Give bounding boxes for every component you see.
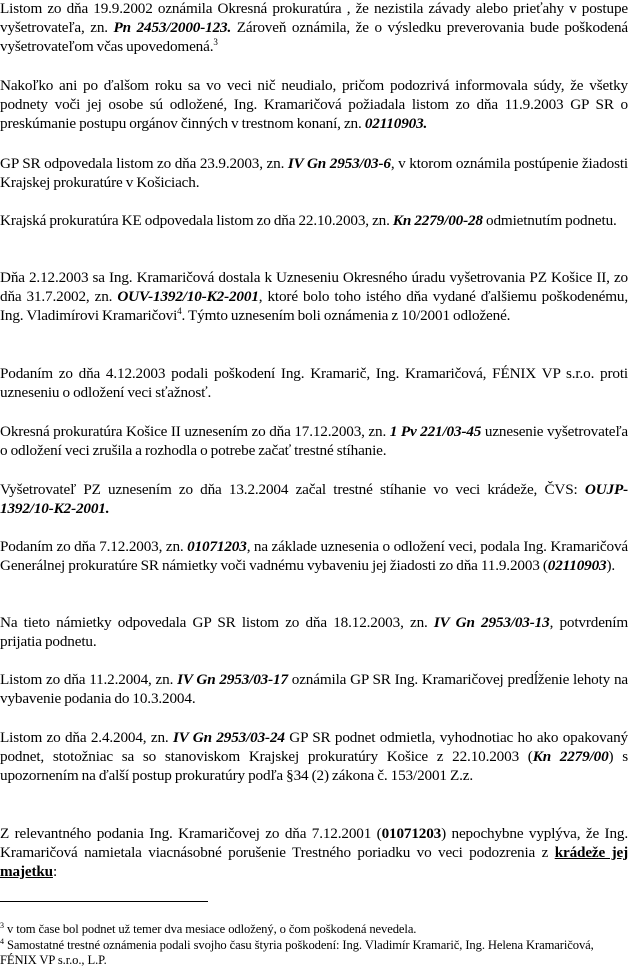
paragraph-5-text-end: . Týmto uznesením boli oznámenia z 10/2001 odložené. bbox=[181, 307, 511, 324]
paragraph-1 bbox=[0, 0, 628, 56]
paragraph-5-text: Dňa 2.12.2003 sa Ing. Kramaričová dostala k Uzneseniu Okresného úradu vyšetrovania PZ Košice II, zo dňa 31.7.2002, zn. bbox=[0, 269, 628, 305]
case-number: Kn 2279/00 bbox=[532, 748, 609, 765]
case-number: 02110903. bbox=[364, 115, 428, 132]
case-number: OUJP-1392/10-K2-2001. bbox=[0, 481, 628, 517]
paragraph-2-text: Nakoľko ani po ďalšom roku sa vo veci nič neudialo, pričom podozrivá informovala súdy, že všetky podnety voči jej osobe sú odložené, Ing. Kramaričová požiadala listom zo dňa 11.9.2003 GP SR o preskúmanie postupu orgánov činných v trestnom konaní, zn. bbox=[0, 77, 628, 132]
paragraph-12-text: Listom zo dňa 2.4.2004, zn. bbox=[0, 729, 173, 746]
footnote-4 bbox=[0, 938, 628, 968]
paragraph-5-text-cont: , ktoré bolo toho istého dňa vydané ďalšiemu poškodenému, Ing. Vladimírovi Kramaričovi bbox=[0, 288, 628, 324]
case-number: 02110903 bbox=[547, 557, 607, 574]
case-number: IV Gn 2953/03-24 bbox=[172, 729, 285, 746]
case-number: 1 Pv 221/03-45 bbox=[389, 423, 482, 440]
paragraph-10-text: Na tieto námietky odpovedala GP SR listom zo dňa 18.12.2003, zn. bbox=[0, 614, 434, 631]
paragraph-10-text-cont: , potvrdením prijatia podnetu. bbox=[0, 614, 628, 650]
case-number: IV Gn 2953/03-17 bbox=[177, 671, 288, 688]
paragraph-1-text-cont: Zároveň oznámila, že o výsledku preverovania bude poškodená vyšetrovateľom včas upovedomená. bbox=[0, 19, 629, 55]
footnote-ref-3: 3 bbox=[213, 37, 218, 47]
paragraph-4-text-cont: odmietnutím podnetu. bbox=[482, 212, 617, 229]
paragraph-11-text: Listom zo dňa 11.2.2004, zn. bbox=[0, 671, 178, 688]
footnote-separator bbox=[0, 901, 208, 902]
footnote-text: Samostatné trestné oznámenia podali svojho času štyria poškodení: Ing. Vladimír Kramarič, Ing. Helena Kramaričová, FÉNIX VP s.r.o., L.P. bbox=[0, 938, 594, 967]
footnote-3 bbox=[0, 922, 628, 937]
paragraph-12 bbox=[0, 728, 628, 785]
paragraph-9-text: Podaním zo dňa 7.12.2003, zn. bbox=[0, 538, 188, 555]
paragraph-13-text-cont: ) nepochybne vyplýva, že Ing. Kramaričová namietala viacnásobné porušenie Trestného poriadku vo veci podozrenia z bbox=[0, 825, 628, 861]
paragraph-6-text: Podaním zo dňa 4.12.2003 podali poškodení Ing. Kramarič, Ing. Kramaričová, FÉNIX VP s.r.o. proti uzneseniu o odložení veci sťažnosť. bbox=[0, 365, 628, 401]
paragraph-7 bbox=[0, 422, 628, 460]
case-number: OUV-1392/10-K2-2001 bbox=[117, 288, 259, 305]
paragraph-13 bbox=[0, 824, 628, 881]
paragraph-7-text: Okresná prokuratúra Košice II uznesením zo dňa 17.12.2003, zn. bbox=[0, 423, 390, 440]
paragraph-3-text: GP SR odpovedala listom zo dňa 23.9.2003, zn. bbox=[0, 155, 288, 172]
paragraph-9 bbox=[0, 537, 628, 575]
paragraph-13-text-end: : bbox=[52, 863, 58, 880]
paragraph-3-text-cont: , v ktorom oznámila postúpenie žiadosti Krajskej prokuratúre v Košiciach. bbox=[0, 155, 628, 191]
paragraph-12-text-end: ) s upozornením na ďalší postup prokuratúry podľa §34 (2) zákona č. 153/2001 Z.z. bbox=[0, 748, 628, 784]
paragraph-2 bbox=[0, 76, 628, 133]
paragraph-8 bbox=[0, 480, 628, 518]
paragraph-9-text-end: ). bbox=[606, 557, 616, 574]
paragraph-8-text: Vyšetrovateľ PZ uznesením zo dňa 13.2.2004 začal trestné stíhanie vo veci krádeže, ČVS: bbox=[0, 481, 585, 498]
paragraph-4-text: Krajská prokuratúra KE odpovedala listom zo dňa 22.10.2003, zn. bbox=[0, 212, 393, 229]
case-number: IV Gn 2953/03-13 bbox=[433, 614, 550, 631]
footnote-number: 3 bbox=[0, 921, 4, 930]
footnote-ref-4: 4 bbox=[177, 306, 182, 316]
paragraph-5 bbox=[0, 268, 628, 325]
paragraph-13-text: Z relevantného podania Ing. Kramaričovej zo dňa 7.12.2001 ( bbox=[0, 825, 382, 842]
footnote-number: 4 bbox=[0, 937, 4, 946]
paragraph-7-text-cont: uznesenie vyšetrovateľa o odložení veci zrušila a rozhodla o potrebe začať trestné stíhanie. bbox=[0, 423, 628, 459]
case-number: 01071203 bbox=[381, 825, 442, 842]
emphasized-phrase: krádeže jej majetku bbox=[0, 844, 628, 880]
paragraph-6 bbox=[0, 364, 628, 402]
case-number: 01071203 bbox=[187, 538, 247, 555]
footnote-text: v tom čase bol podnet už temer dva mesiace odložený, o čom poškodená nevedela. bbox=[3, 922, 417, 936]
paragraph-9-text-cont: , na základe uznesenia o odložení veci, podala Ing. Kramaričová Generálnej prokuratúre SR námietky voči vadnému vybaveniu jej žiadosti zo dňa 11.9.2003 ( bbox=[0, 538, 628, 574]
paragraph-4 bbox=[0, 211, 628, 230]
case-number: Pn 2453/2000-123. bbox=[113, 19, 232, 36]
case-number: Kn 2279/00-28 bbox=[392, 212, 483, 229]
paragraph-3 bbox=[0, 154, 628, 192]
case-number: IV Gn 2953/03-6 bbox=[287, 155, 391, 172]
paragraph-1-text: Listom zo dňa 19.9.2002 oznámila Okresná prokuratúra , že nezistila závady alebo prieťahy v postupe vyšetrovateľa, zn. bbox=[0, 0, 628, 36]
paragraph-12-text-cont: GP SR podnet odmietla, vyhodnotiac ho ako opakovaný podnet, stotožniac sa so stanoviskom Krajskej prokuratúry Košice z 22.10.2003 ( bbox=[0, 729, 629, 765]
paragraph-11-text-cont: oznámila GP SR Ing. Kramaričovej predĺženie lehoty na vybavenie podania do 10.3.2004. bbox=[0, 671, 629, 707]
paragraph-10 bbox=[0, 613, 628, 651]
paragraph-11 bbox=[0, 670, 628, 708]
